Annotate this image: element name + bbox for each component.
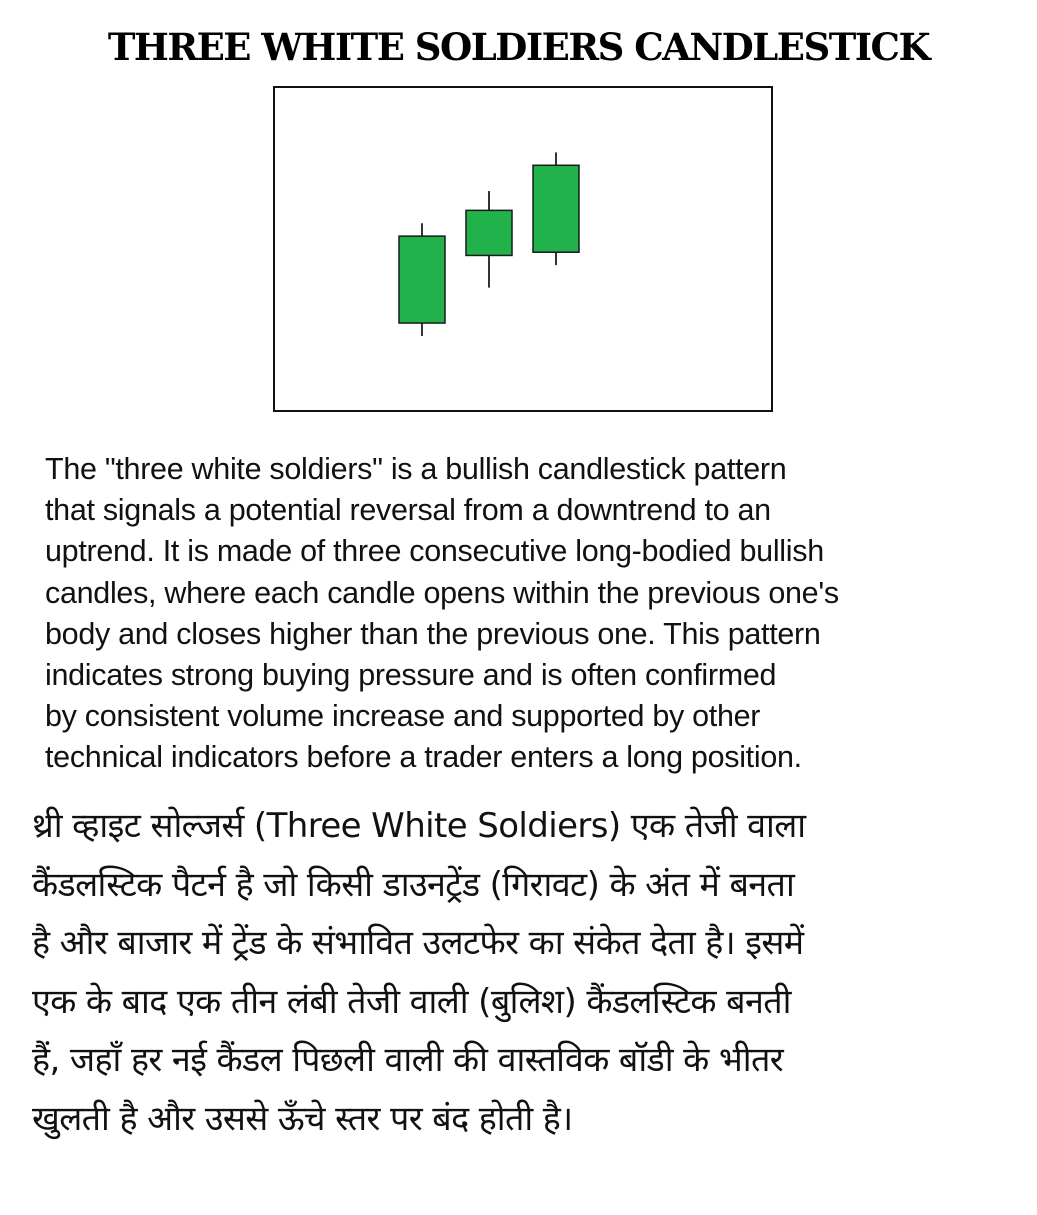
english-line: that signals a potential reversal from a downtrend to an	[45, 493, 771, 528]
english-line: technical indicators before a trader enters a long position.	[45, 740, 802, 775]
candle-body	[466, 210, 512, 255]
english-line: candles, where each candle opens within the previous one's	[45, 575, 839, 610]
english-line: The "three white soldiers" is a bullish candlestick pattern	[45, 452, 787, 486]
hindi-line: है और बाजार में ट्रेंड के संभावित उलटफेर का संकेत देता है। इसमें	[32, 923, 804, 964]
hindi-line: कैंडलस्टिक पैटर्न है जो किसी डाउनट्रेंड (गिरावट) के अंत में बनता	[32, 864, 795, 905]
english-description	[45, 449, 1005, 779]
hindi-line: हैं, जहाँ हर नई कैंडल पिछली वाली की वास्तविक बॉडी के भीतर	[32, 1040, 784, 1081]
hindi-line: एक के बाद एक तीन लंबी तेजी वाली (बुलिश) कैंडलस्टिक बनती	[32, 981, 791, 1022]
candlestick-chart-svg	[275, 88, 771, 410]
english-line: by consistent volume increase and supported by other	[45, 699, 761, 734]
hindi-line: थ्री व्हाइट सोल्जर्स (Three White Soldiers) एक तेजी वाला	[32, 806, 806, 846]
english-line: body and closes higher than the previous one. This pattern	[45, 616, 821, 651]
english-line: uptrend. It is made of three consecutive long-bodied bullish	[45, 534, 824, 569]
candlestick-chart	[273, 86, 773, 412]
candle-body	[399, 236, 445, 323]
candle-body	[533, 165, 579, 252]
hindi-line: खुलती है और उससे ऊँचे स्तर पर बंद होती है।	[32, 1098, 573, 1139]
page-title: THREE WHITE SOLDIERS CANDLESTICK	[107, 25, 930, 69]
hindi-description	[32, 797, 1022, 1149]
english-line: indicates strong buying pressure and is often confirmed	[45, 658, 777, 693]
